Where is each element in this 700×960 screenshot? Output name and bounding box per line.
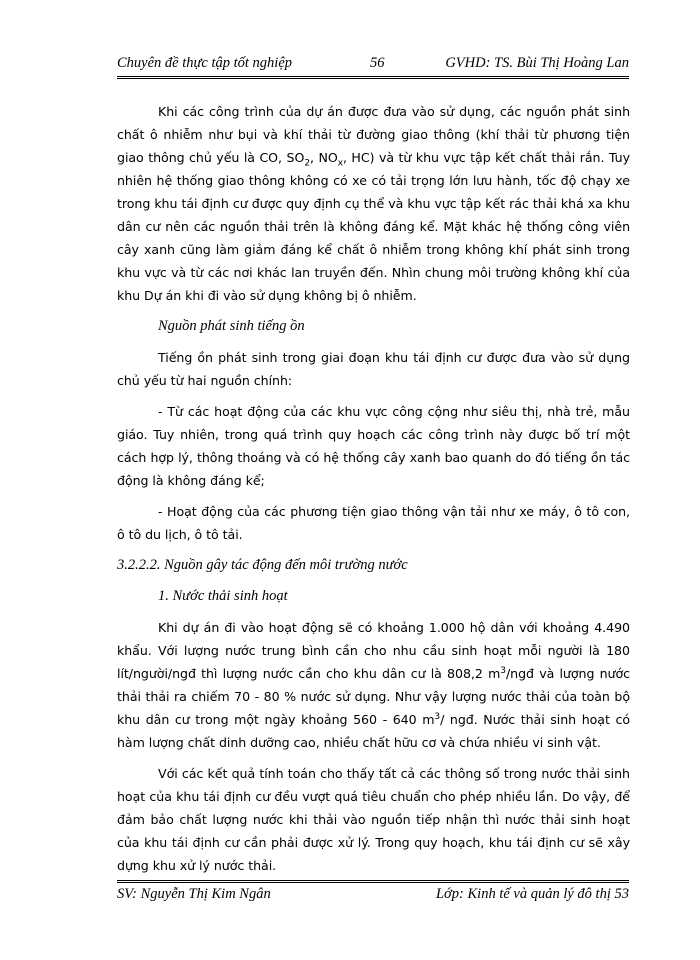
section-heading: 3.2.2.2. Nguồn gây tác động đến môi trường nước	[117, 557, 408, 573]
sub-heading: 1. Nước thải sinh hoạt	[158, 588, 288, 604]
header-advisor: GVHD: TS. Bùi Thị Hoàng Lan	[445, 55, 629, 71]
paragraph-treatment: Với các kết quả tính toán cho thấy tất cả các thông số trong nước thải sinh hoạt của khu tái định cư đều vượt quá tiêu chuẩn cho phép nhiều lần. Do vậy, để đảm bảo chất lượng nước khi thải vào nguồn tiếp nhận thì nước thải sinh hoạt của khu tái định cư cần phải được xử lý. Trong quy hoạch, khu tái định cư sẽ xây dựng khu xử lý nước thải.	[117, 766, 630, 873]
paragraph-air-emissions: Khi các công trình của dự án được đưa vào sử dụng, các nguồn phát sinh chất ô nhiễm như bụi và khí thải từ đường giao thông (khí thải từ phương tiện giao thông chủ yếu là CO, $SO_2$, $NO_x$, HC) và từ khu vực tập kết chất thải rắn. Tuy nhiên hệ thống giao thông không có xe có tải trọng lớn lưu hành, tốc độ chạy xe trong khu tái định cư được quy định cụ thể và khu vực tập kết rác thải khá xa khu dân cư nên các nguồn thải trên là không đáng kể. Mặt khác hệ thống công viên cây xanh cũng làm giảm đáng kể chất ô nhiễm trong không khí phát sinh trong khu vực và từ các nơi khác lan truyền đến. Nhìn chung môi trường không khí của khu Dự án khi đi vào sử dụng không bị ô nhiễm.	[117, 104, 630, 303]
header-divider	[117, 76, 629, 79]
paragraph-noise-intro: Tiếng ồn phát sinh trong giai đoạn khu tái định cư được đưa vào sử dụng chủ yếu từ hai nguồn chính:	[117, 350, 630, 388]
header-title: Chuyên đề thực tập tốt nghiệp	[117, 55, 293, 71]
footer-class: Lớp: Kinh tế và quản lý đô thị 53	[435, 886, 629, 902]
footer-student: SV: Nguyễn Thị Kim Ngân	[117, 886, 271, 902]
paragraph-noise-traffic: - Hoạt động của các phương tiện giao thông vận tải như xe máy, ô tô con, ô tô du lịch, ô tô tải.	[117, 504, 630, 542]
footer-divider	[117, 880, 629, 883]
paragraph-wastewater: Khi dự án đi vào hoạt động sẽ có khoảng 1.000 hộ dân với khoảng 4.490 khẩu. Với lượng nước trung bình cần cho nhu cầu sinh hoạt mỗi người là 180 lít/người/ngđ thì lượng nước cần cho khu dân cư là 808,2 $m^3$/ngđ và lượng nước thải thải ra chiếm 70 - 80 % nước sử dụng. Như vậy lượng nước thải của toàn bộ khu dân cư trong một ngày khoảng 560 - 640 $m^3/$ ngđ. Nước thải sinh hoạt có hàm lượng chất dinh dưỡng cao, nhiều chất hữu cơ và chứa nhiều vi sinh vật.	[117, 620, 631, 750]
page-body	[117, 100, 630, 877]
header-page-number: 56	[370, 55, 385, 71]
page-header	[117, 52, 629, 76]
noise-heading: Nguồn phát sinh tiếng ồn	[158, 318, 305, 334]
paragraph-noise-public: - Từ các hoạt động của các khu vực công cộng như siêu thị, nhà trẻ, mẫu giáo. Tuy nhiên, trong quá trình quy hoạch các công trình này được bố trí một cách hợp lý, thông thoáng và có hệ thống cây xanh bao quanh do đó tiếng ồn tác động là không đáng kể;	[117, 404, 630, 488]
